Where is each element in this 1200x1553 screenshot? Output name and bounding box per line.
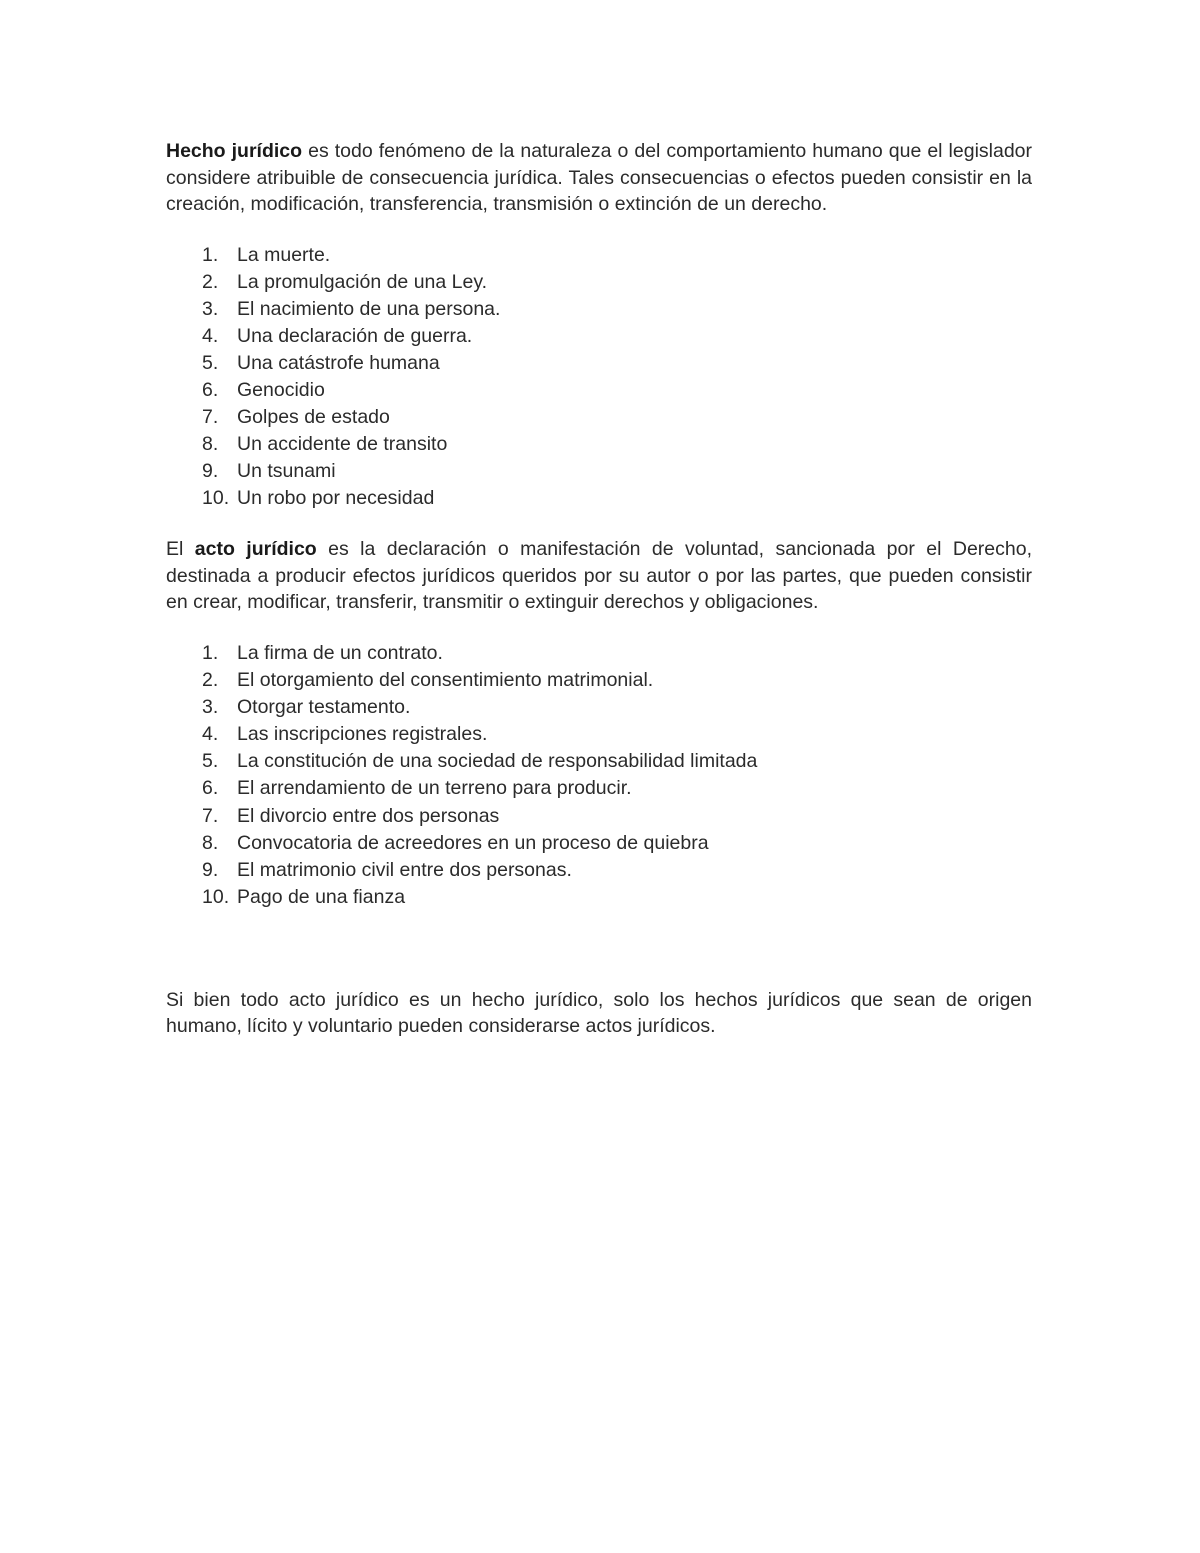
list-number: 6. (202, 378, 219, 401)
term-hecho-juridico: Hecho jurídico (166, 140, 303, 162)
list-number: 1. (202, 243, 219, 266)
list-number: 9. (202, 460, 219, 483)
list-item-text: Un accidente de transito (237, 433, 448, 456)
acto-juridico-examples-list (166, 640, 1032, 911)
list-item-text: La muerte. (237, 243, 331, 266)
list-number: 6. (202, 777, 219, 800)
hecho-juridico-examples-list (166, 242, 1032, 513)
list-item-text: Una catástrofe humana (237, 351, 440, 374)
list-item-text: Un robo por necesidad (237, 487, 435, 510)
list-item-text: Convocatoria de acreedores en un proceso de quiebra (237, 831, 709, 854)
hecho-juridico-text: es todo fenómeno de la naturaleza o del comportamiento humano que el legislador considere atribuible de consecuencia jurídica. Tales consecuencias o efectos pueden consistir en la creación, modificación, transferencia, transmisión o extinción de un derecho. (166, 140, 1033, 215)
list-item-text: La constitución de una sociedad de responsabilidad limitada (237, 750, 758, 773)
list-item-text: El matrimonio civil entre dos personas. (237, 858, 572, 881)
list-item-text: Pago de una fianza (237, 885, 406, 908)
list-item-text: Golpes de estado (237, 406, 390, 429)
list-item-text: La firma de un contrato. (237, 641, 443, 664)
list-item (166, 857, 1032, 884)
list-number: 10. (202, 885, 230, 908)
list-number: 8. (202, 433, 219, 456)
list-number: 9. (202, 858, 219, 881)
acto-juridico-definition (166, 536, 1032, 616)
list-item (166, 323, 1032, 350)
list-item-text: El nacimiento de una persona. (237, 297, 501, 320)
list-item (166, 640, 1032, 667)
list-number: 7. (202, 804, 219, 827)
list-number: 10. (202, 487, 230, 510)
list-item (166, 350, 1032, 377)
list-item (166, 242, 1032, 269)
list-item (166, 694, 1032, 721)
list-number: 2. (202, 669, 219, 692)
list-item (166, 269, 1032, 296)
list-item (166, 431, 1032, 458)
list-item-text: Genocidio (237, 378, 325, 401)
list-number: 4. (202, 723, 219, 746)
list-item (166, 485, 1032, 512)
list-item-text: La promulgación de una Ley. (237, 270, 488, 293)
list-number: 5. (202, 750, 219, 773)
list-item (166, 296, 1032, 323)
list-item (166, 748, 1032, 775)
list-item (166, 830, 1032, 857)
conclusion-paragraph: Si bien todo acto jurídico es un hecho jurídico, solo los hechos jurídicos que sean de origen humano, lícito y voluntario pueden considerarse actos jurídicos. (166, 988, 1032, 1038)
list-number: 4. (202, 324, 219, 347)
list-item (166, 377, 1032, 404)
acto-juridico-text: es la declaración o manifestación de voluntad, sancionada por el Derecho, destinada a producir efectos jurídicos queridos por su autor o por las partes, que pueden consistir en crear, modificar, transferir, transmitir o extinguir derechos y obligaciones. (166, 538, 1032, 614)
list-item (166, 803, 1032, 830)
list-item (166, 458, 1032, 485)
list-item-text: El arrendamiento de un terreno para producir. (237, 777, 632, 800)
list-item-text: Otorgar testamento. (237, 696, 411, 719)
list-number: 2. (202, 270, 219, 293)
list-item (166, 667, 1032, 694)
list-item-text: Una declaración de guerra. (237, 324, 473, 347)
list-number: 3. (202, 297, 219, 320)
list-item (166, 721, 1032, 748)
document-page (166, 138, 1032, 1040)
hecho-juridico-definition (166, 138, 1032, 218)
list-number: 8. (202, 831, 219, 854)
list-item-text: El divorcio entre dos personas (237, 804, 500, 827)
list-item-text: El otorgamiento del consentimiento matrimonial. (237, 669, 654, 692)
acto-juridico-prefix: El (166, 538, 195, 561)
term-acto-juridico: acto jurídico (194, 538, 317, 561)
list-item (166, 884, 1032, 911)
list-item-text: Las inscripciones registrales. (237, 723, 488, 746)
list-item (166, 775, 1032, 802)
list-number: 1. (202, 641, 219, 664)
list-item-text: Un tsunami (237, 460, 336, 483)
list-item (166, 404, 1032, 431)
list-number: 5. (202, 351, 219, 374)
list-number: 7. (202, 406, 219, 429)
list-number: 3. (202, 696, 219, 719)
